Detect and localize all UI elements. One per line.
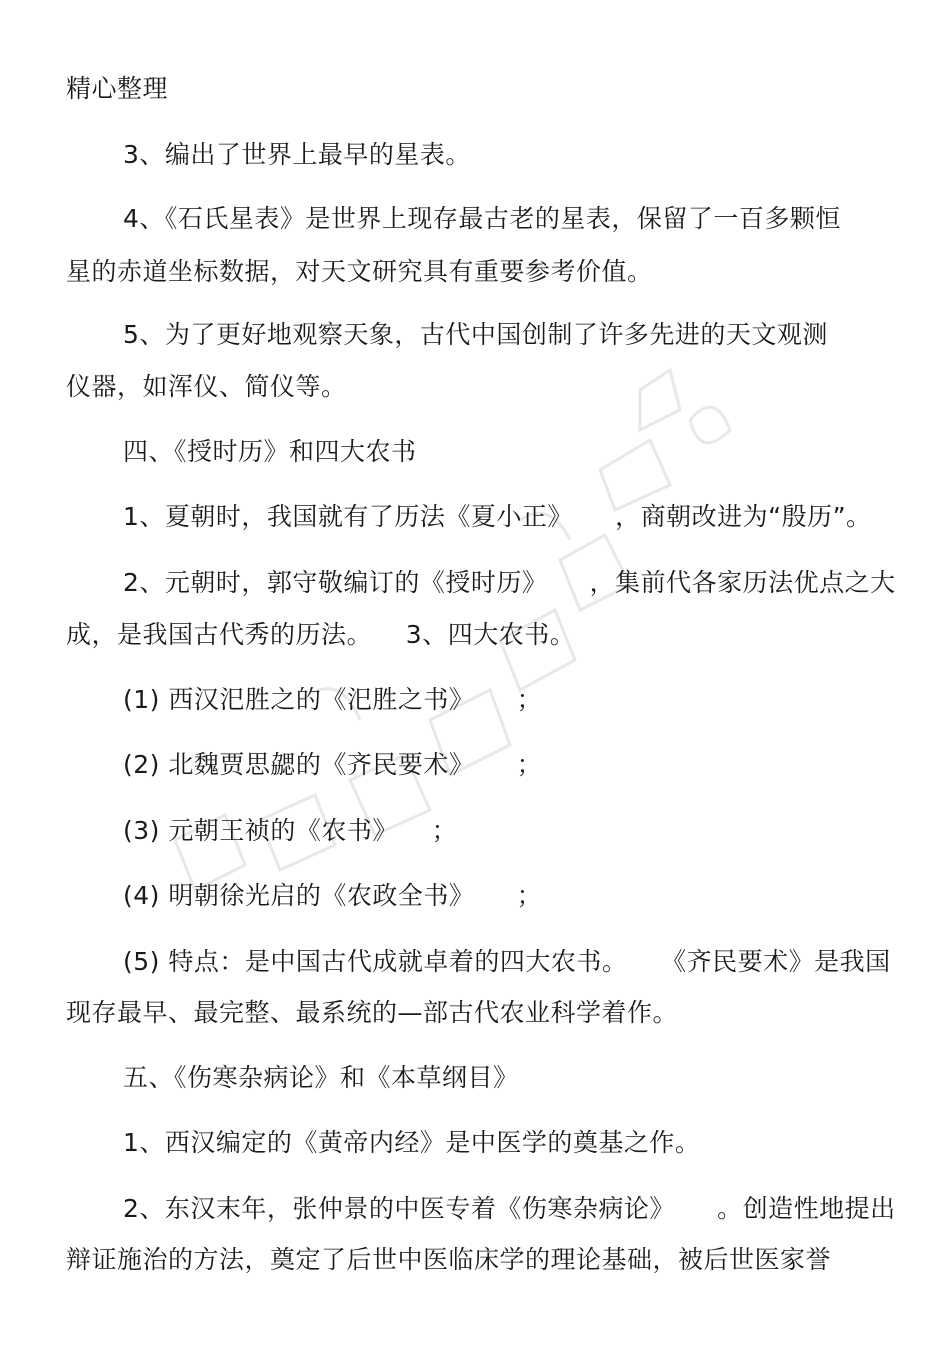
list-item: (5) 特点：是中国古代成就卓着的四大农书。 《齐民要术》是我国: [123, 947, 891, 976]
text-line: 星的赤道坐标数据，对天文研究具有重要参考价值。: [66, 257, 653, 286]
section-heading: 五、《伤寒杂病论》和《本草纲目》: [123, 1063, 519, 1092]
text-line: 2、元朝时，郭守敬编订的《授时历》 ，集前代各家历法优点之大: [123, 568, 896, 597]
list-item: (1) 西汉汜胜之的《汜胜之书》 ；: [123, 685, 543, 714]
text-line: 4、《石氏星表》是世界上现存最古老的星表，保留了一百多颗恒: [123, 204, 841, 233]
text-line: 1、西汉编定的《黄帝内经》是中医学的奠基之作。: [123, 1128, 701, 1157]
list-item: (2) 北魏贾思勰的《齐民要术》 ；: [123, 750, 543, 779]
text-line: 3、编出了世界上最早的星表。: [123, 140, 471, 169]
text-line: 成，是我国古代秀的历法。 3、四大农书。: [66, 620, 576, 649]
list-item: (3) 元朝王祯的《农书》 ；: [123, 816, 458, 845]
text-line: 现存最早、最完整、最系统的—部古代农业科学着作。: [66, 998, 679, 1027]
text-line: 2、东汉末年，张仲景的中医专着《伤寒杂病论》 。创造性地提出: [123, 1194, 896, 1223]
text-line: 5、为了更好地观察天象，古代中国创制了许多先进的天文观测: [123, 320, 828, 349]
page-header-label: 精心整理: [66, 74, 169, 103]
text-line: 1、夏朝时，我国就有了历法《夏小正》 ，商朝改进为“殷历”。: [123, 502, 872, 531]
text-line: 仪器，如浑仪、简仪等。: [66, 372, 347, 401]
section-heading: 四、《授时历》和四大农书: [123, 437, 417, 466]
list-item: (4) 明朝徐光启的《农政全书》 ；: [123, 881, 543, 910]
text-line: 辩证施治的方法，奠定了后世中医临床学的理论基础，被后世医家誉: [66, 1245, 832, 1274]
